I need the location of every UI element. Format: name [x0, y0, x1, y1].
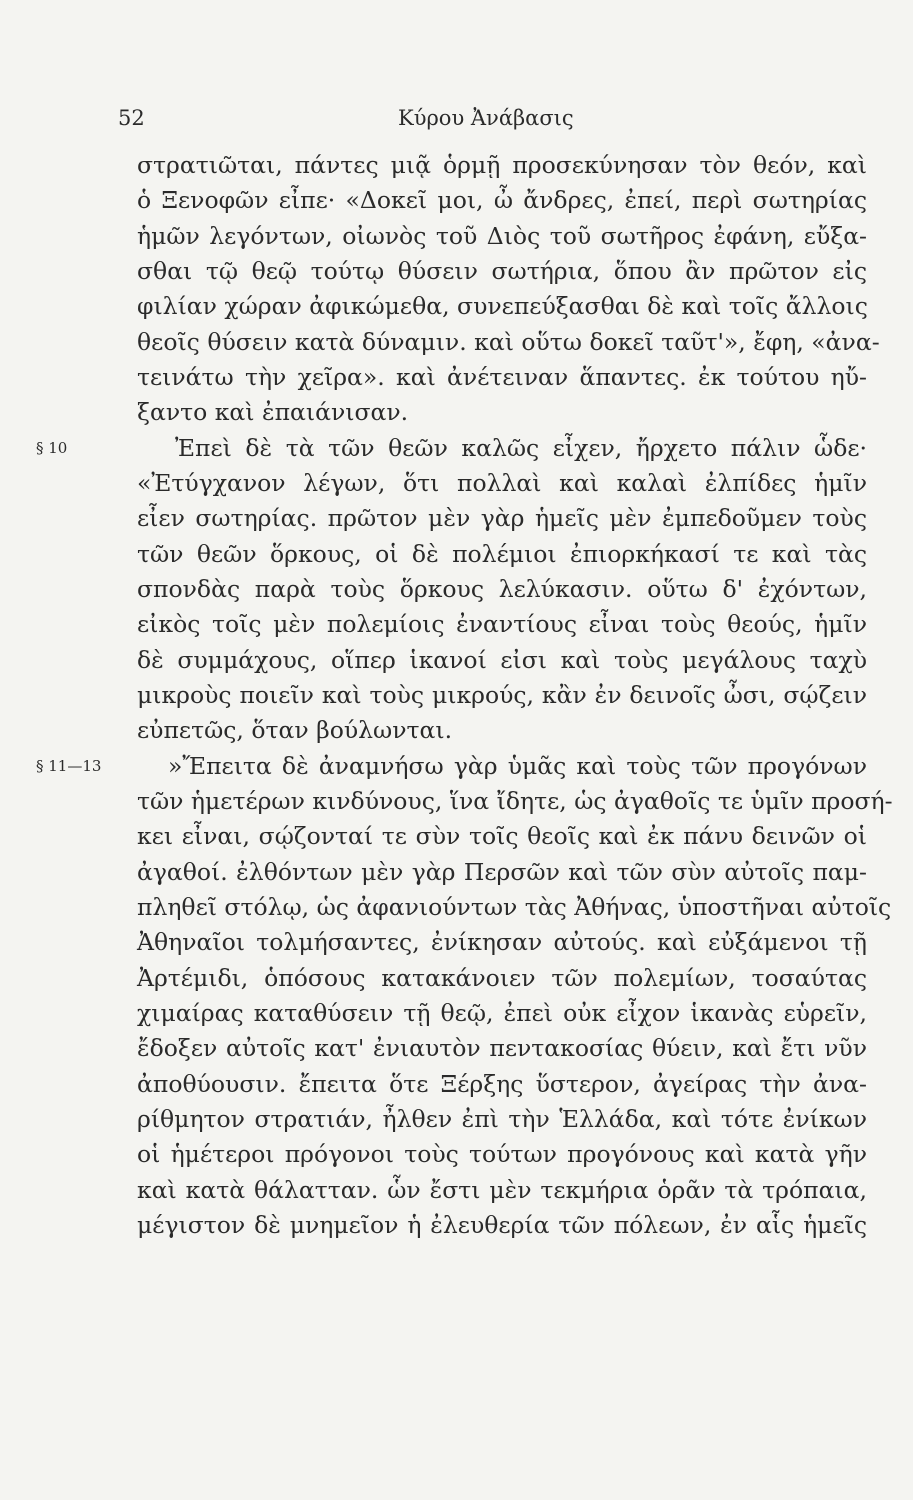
margin-note-section-10: § 10 [36, 439, 68, 457]
text-line: εἶεν σωτηρίας. πρῶτον μὲν γὰρ ἡμεῖς μὲν ἐμπεδοῦμεν τοὺς [137, 504, 867, 532]
paragraph-start-line: »Ἔπειτα δὲ ἀναμνήσω γὰρ ὑμᾶς καὶ τοὺς τῶν προγόνων [168, 752, 867, 780]
text-line: τῶν ἡμετέρων κινδύνους, ἵνα ἴδητε, ὡς ἀγαθοῖς τε ὑμῖν προσή- [137, 787, 893, 815]
page-header [0, 106, 913, 136]
text-line: φιλίαν χώραν ἀφικώμεθα, συνεπεύξασθαι δὲ καὶ τοῖς ἄλλοις [137, 292, 868, 320]
text-line: «Ἐτύγχανον λέγων, ὅτι πολλαὶ καὶ καλαὶ ἐλπίδες ἡμῖν [137, 469, 867, 497]
paragraph-start-line: Ἐπεὶ δὲ τὰ τῶν θεῶν καλῶς εἶχεν, ἤρχετο πάλιν ὧδε· [175, 434, 867, 462]
text-line: τῶν θεῶν ὅρκους, οἱ δὲ πολέμιοι ἐπιορκήκασί τε καὶ τὰς [137, 540, 867, 568]
text-line: μέγιστον δὲ μνημεῖον ἡ ἐλευθερία τῶν πόλεων, ἐν αἷς ἡμεῖς [137, 1211, 867, 1239]
running-title: Κύρου Ἀνάβασις [398, 106, 574, 130]
text-line: ἔδοξεν αὐτοῖς κατ' ἐνιαυτὸν πεντακοσίας θύειν, καὶ ἔτι νῦν [137, 1034, 867, 1062]
text-line: κει εἶναι, σῴζονταί τε σὺν τοῖς θεοῖς καὶ ἐκ πάνυ δεινῶν οἱ [137, 822, 867, 850]
text-line: πληθεῖ στόλῳ, ὡς ἀφανιούντων τὰς Ἀθήνας, ὑποστῆναι αὐτοῖς [137, 893, 892, 921]
text-line: ρίθμητον στρατιάν, ἦλθεν ἐπὶ τὴν Ἑλλάδα, καὶ τότε ἐνίκων [137, 1105, 867, 1133]
text-line: χιμαίρας καταθύσειν τῇ θεῷ, ἐπεὶ οὐκ εἶχον ἱκανὰς εὑρεῖν, [137, 999, 867, 1027]
text-line: μικροὺς ποιεῖν καὶ τοὺς μικρούς, κἂν ἐν δεινοῖς ὦσι, σῴζειν [137, 681, 867, 709]
text-line: σπονδὰς παρὰ τοὺς ὅρκους λελύκασιν. οὕτω δ' ἐχόντων, [137, 575, 867, 603]
text-line: ἀποθύουσιν. ἔπειτα ὅτε Ξέρξης ὕστερον, ἀγείρας τὴν ἀνα- [137, 1070, 867, 1098]
text-line: ξαντο καὶ ἐπαιάνισαν. [137, 398, 409, 426]
text-line: Ἀθηναῖοι τολμήσαντες, ἐνίκησαν αὐτούς. καὶ εὐξάμενοι τῇ [137, 928, 867, 956]
text-line: δὲ συμμάχους, οἵπερ ἱκανοί εἰσι καὶ τοὺς μεγάλους ταχὺ [137, 646, 867, 674]
text-line: τεινάτω τὴν χεῖρα». καὶ ἀνέτειναν ἅπαντες. ἐκ τούτου ηὔ- [137, 363, 867, 391]
text-line: ὁ Ξενοφῶν εἶπε· «Δοκεῖ μοι, ὦ ἄνδρες, ἐπεί, περὶ σωτηρίας [137, 186, 867, 214]
text-line: εἰκὸς τοῖς μὲν πολεμίοις ἐναντίους εἶναι τοὺς θεούς, ἡμῖν [137, 610, 867, 638]
text-line: θεοῖς θύσειν κατὰ δύναμιν. καὶ οὕτω δοκεῖ ταῦτ'», ἔφη, «ἀνα- [137, 328, 880, 356]
text-line: οἱ ἡμέτεροι πρόγονοι τοὺς τούτων προγόνους καὶ κατὰ γῆν [137, 1140, 867, 1168]
text-line: καὶ κατὰ θάλατταν. ὧν ἔστι μὲν τεκμήρια ὁρᾶν τὰ τρόπαια, [137, 1176, 867, 1204]
page-number: 52 [118, 106, 145, 130]
margin-note-section-11-13: § 11—13 [36, 757, 102, 775]
text-line: ἡμῶν λεγόντων, οἰωνὸς τοῦ Διὸς τοῦ σωτῆρος ἐφάνη, εὔξα- [137, 222, 867, 250]
text-line: ἀγαθοί. ἐλθόντων μὲν γὰρ Περσῶν καὶ τῶν σὺν αὐτοῖς παμ- [137, 858, 867, 886]
text-line: στρατιῶται, πάντες μιᾷ ὁρμῇ προσεκύνησαν τὸν θεόν, καὶ [137, 151, 867, 179]
text-line: σθαι τῷ θεῷ τούτῳ θύσειν σωτήρια, ὅπου ἂν πρῶτον εἰς [137, 257, 867, 285]
text-line: Ἀρτέμιδι, ὁπόσους κατακάνοιεν τῶν πολεμίων, τοσαύτας [137, 964, 867, 992]
text-line: εὐπετῶς, ὅταν βούλωνται. [137, 716, 453, 744]
